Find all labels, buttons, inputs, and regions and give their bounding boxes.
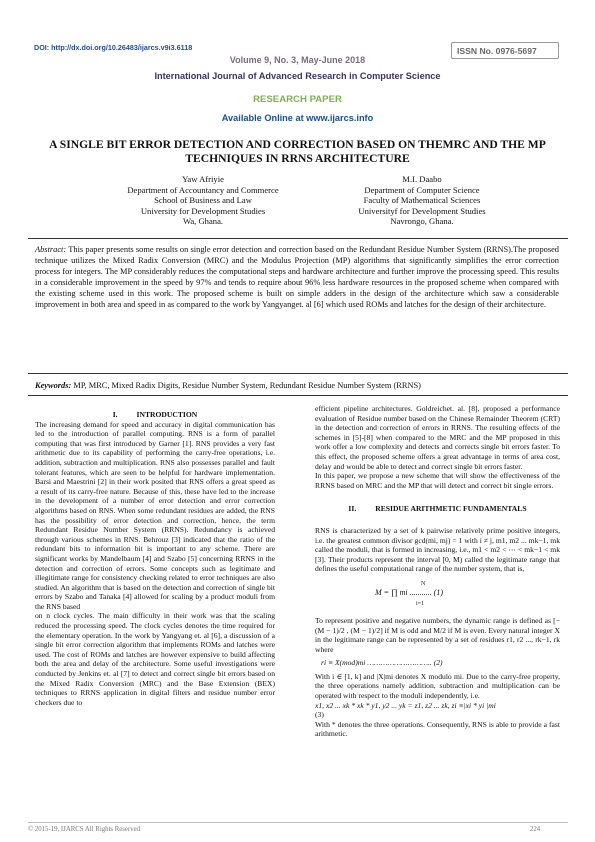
divider <box>28 395 568 396</box>
equation-3-number: (3) <box>315 710 324 720</box>
footer-copyright: © 2015-19, IJARCS All Rights Reserved <box>28 826 141 833</box>
paper-title: A SINGLE BIT ERROR DETECTION AND CORRECTION BASED ON THEMRC AND THE MP TECHNIQUES IN RRNS ARCHITECTURE <box>49 138 546 165</box>
keywords-text: MP, MRC, Mixed Radix Digits, Residue Number System, Redundant Residue Number System (RRNS) <box>73 381 421 390</box>
intro-paragraph: The increasing demand for speed and accuracy in digital communication has led to the introduction of parallel computing. RNS is a form of parallel computing that was first introduced by Garner [1]. RNS provides a very fast arithmetic due to its capability of performing the carry-free operations, i.e. addition, subtraction and multiplication. RNS also possesses parallel and fault tolerant features, which are seen to be helpful for hardware implementation. Barsi and Maestrini [2] in their work posited that RNS offers a great speed as a result of its carry-free nature. Because of this, these have led to the increase in the development of a number of error detection and error correction algorithms based on RNS. When some redundant residues are added, the RNS has the possibility of error detection and correction, hence, the term Redundant Residue Number System (RRNS). Redundancy is achieved through various schemes in RNS. Behrouz [3] indicated that the ratio of the redundant bits to information bit is important to any scheme. There are significant works by Mandelbaum [4] and Szabo [5] concerning RRNS in the detection and correction of errors. Some concepts such as legitimate and illegitimate range for consistency checking related to error techniques are also studied. An algorithm that is based on the detection and correction of single bit errors by Szabo and Tanaka [4] allowed for scaling by a product moduli from the RNS based <box>35 419 275 611</box>
author-affiliation: Wa, Ghana. <box>182 216 224 226</box>
divider <box>28 373 568 374</box>
equation-2: ri ≡ X(mod)mi ……………………….. (2) <box>321 658 443 668</box>
rns-paragraph-3: With i ∈ [1, k] and |X|mi denotes X modulo mi. Due to the carry-free property, the three operations namely addition, subtraction and multiplication can be operated with respect to the moduli independently, i.e. <box>315 671 560 701</box>
right-paragraph-2: In this paper, we propose a new scheme that will show the effectiveness of the RRNS based on MRC and the MP that will detect and correct bit single errors. <box>315 471 560 490</box>
rns-paragraph-4: With * denotes the three operations. Consequently, RNS is able to provide a fast arithmetic. <box>315 719 560 739</box>
equation-1-upper-limit: N <box>421 580 426 587</box>
issn-box: ISSN No. 0976-5697 <box>451 42 559 59</box>
author-affiliation: School of Business and Law <box>154 195 252 205</box>
abstract-text: This paper presents some results on single error detection and correction based on the Redundant Residue Number System (RRNS).The proposed technique utilizes the Mixed Radix Conversion (MRC) and the Modulus Projection (MP) algorithms that significantly simplifies the error correction process for integers. The MP considerably reduces the computational steps and hardware architecture and further improve the processing speed. This results in a considerable improvement in the speed by 97% and tends to require about 96% less hardware resources in the proposed scheme when compared with the existing scheme used in this work. The proposed scheme is built on simple adders in the design of the architecture which saw a considerable improvement in both area and speed in as compared to the work by Yangyanget. al [6] which used ROMs and latches for the design of their architecture. <box>35 245 559 309</box>
author-affiliation: Department of Computer Science <box>364 184 480 195</box>
abstract <box>35 245 559 310</box>
author-affiliation: Universityf for Development Studies <box>358 205 486 216</box>
volume-info: Volume 9, No. 3, May-June 2018 <box>229 55 366 65</box>
abstract-label: Abstract: <box>35 245 67 254</box>
left-column <box>35 410 275 707</box>
author-affiliation: Department of Accountancy and Commerce <box>127 184 279 195</box>
divider <box>28 238 568 239</box>
author-block-1 <box>88 174 318 227</box>
rns-paragraph-2: To represent positive and negative numbers, the dynamic range is defined as [−(M − 1)/2 , (M − 1)/2] if M is odd and M/2 if M is even. Every natural integer X in the legitimate range can be represented by a set of residues r1, r2 ..., rk−1, rk where <box>315 615 560 654</box>
section-heading-rns: II. RESIDUE ARITHMETIC FUNDAMENTALS <box>348 504 527 514</box>
equation-3: x1, x2 ... xk * xk * y1, y2 ... yk = z1, z2 ... zk, zi ≡|xi * yi |mi <box>315 700 496 710</box>
keywords-label: Keywords: <box>35 381 72 390</box>
intro-paragraph-continued: on n clock cycles. The main difficulty in their work was that the scaling reduced the processing speed. The clock cycles denotes the time required for the elementary operation. In the work by Yangyang et. al [6], a discussion of a single bit error correction algorithm that implements ROMs and latches were used. The cost of ROMs and latches are however expensive to build affecting both the area and delay of the architecture. Some useful investigations were conducted by Jenkins et. al [7] to detect and correct single bit errors based on the Mixed Radix Conversion (MRC) and the Base Extension (BEX) techniques to RRNS application in digital filters and residue number error checkers due to <box>35 611 275 707</box>
author-name: Yaw Afriyie <box>182 174 224 184</box>
online-availability[interactable]: Available Online at www.ijarcs.info <box>221 113 374 123</box>
paper-type-label: RESEARCH PAPER <box>253 94 342 105</box>
doi-link[interactable]: DOI: http://dx.doi.org/10.26483/ijarcs.v9i3.6118 <box>34 43 193 52</box>
right-paragraph-1: efficient pipeline architectures. Goldreichet. al. [8], proposed a performance evaluation of Residue number based on the Chinese Remainder Theorem (CRT) in the detection and correction of errors in RRNS. The resulting effects of the schemes in [5]-[8] when compared to the MRC and the MP proposed in this work offer a low complexity and detects and corrects single bit errors faster. To this effect, the proposed scheme offers a great advantage in terms of area cost, delay and would be able to detect and correct single bit errors faster. <box>315 404 560 471</box>
footer-divider <box>28 822 568 823</box>
author-affiliation: University for Development Studies <box>140 205 266 216</box>
section-heading-introduction: I. INTRODUCTION <box>112 410 198 419</box>
equation-1 <box>315 580 560 608</box>
page-number: 224 <box>530 826 541 833</box>
right-column <box>315 404 560 739</box>
rns-paragraph-1: RNS is characterized by a set of k pairwise relatively prime positive integers, i.e. the greatest common divisor gcd(mi, mj) = 1 with i ≠ j, m1, m2 ... mk−1, mk called the moduli, that is formed in increasing, i.e., m1 < m2 < ⋯ < mk−1 < mk [3]. Their products represent the interval [0, M) called the legitimate range that defines the useful computational range of the number system, that is, <box>315 525 560 574</box>
author-name: M.I. Daabo <box>402 174 442 184</box>
equation-1-lower-limit: i=1 <box>416 600 425 607</box>
author-block-2 <box>307 174 537 227</box>
journal-name: International Journal of Advanced Research in Computer Science <box>154 71 441 81</box>
author-affiliation: Navrongo, Ghana. <box>390 216 454 226</box>
keywords <box>35 380 559 391</box>
author-affiliation: Faculty of Mathematical Sciences <box>363 195 481 205</box>
equation-1-body: M = ∏ mi ........... (1) <box>375 587 443 597</box>
